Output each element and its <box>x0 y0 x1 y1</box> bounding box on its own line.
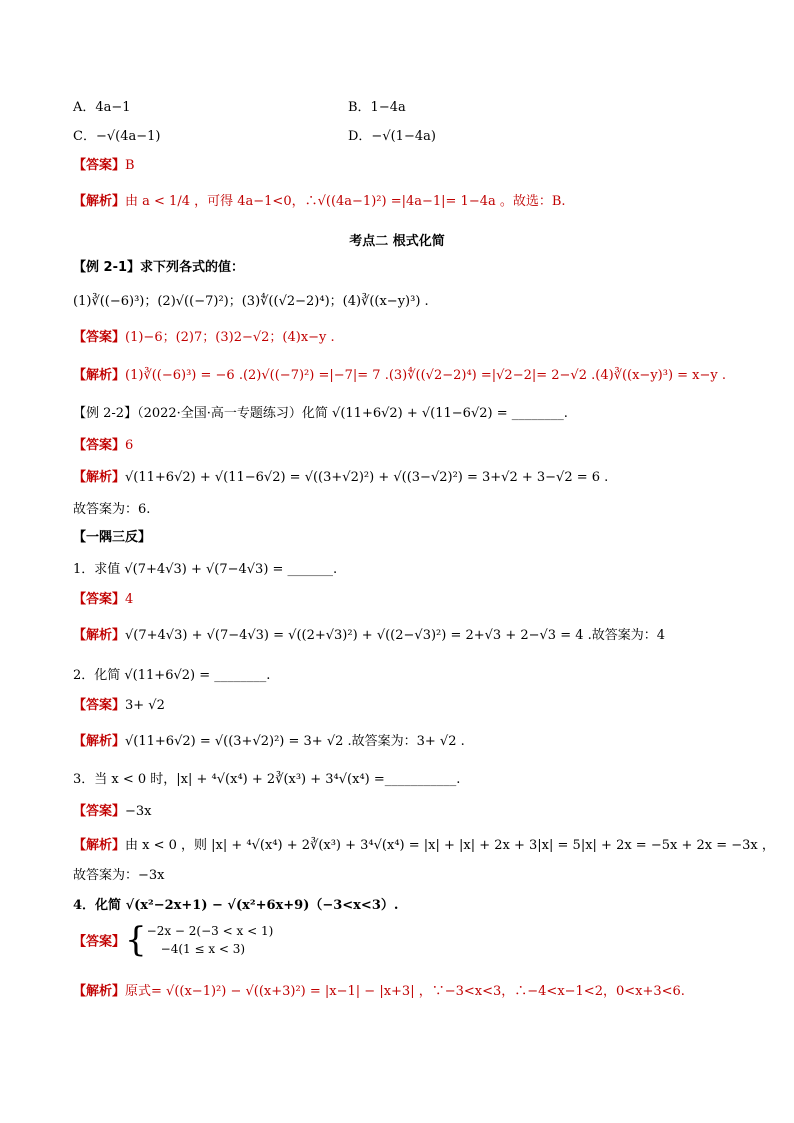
analysis-label: 【解析】 <box>73 470 126 485</box>
analysis-text: √(11+6√2) + √(11−6√2) = √((3+√2)²) + √((3−√2)²) = 3+√2 + 3−√2 = 6 . <box>125 470 609 485</box>
example-2-2-conclusion: 故答案为：6. <box>73 502 151 517</box>
analysis-label: 【解析】 <box>73 734 126 749</box>
practice-1-answer <box>73 588 133 607</box>
analysis-label: 【解析】 <box>73 984 126 999</box>
option-d: D．−√(1−4a) <box>348 129 436 144</box>
example-2-2-analysis <box>73 466 608 485</box>
analysis-label: 【解析】 <box>73 628 126 643</box>
answer-label: 【答案】 <box>73 804 126 819</box>
analysis-line <box>73 190 566 209</box>
example-2-1-title: 【例 2-1】求下列各式的值： <box>73 260 245 275</box>
answer-text: (1)−6；(2)7；(3)2−√2；(4)x−y . <box>125 330 335 345</box>
analysis-label: 【解析】 <box>73 368 126 383</box>
practice-2-question: 2．化简 √(11+6√2) = ________. <box>73 668 271 683</box>
analysis-text: (1)∛((−6)³) = −6 .(2)√((−7)²) =|−7|= 7 .(3)∜((√2−2)⁴) =|√2−2|= 2−√2 .(4)∛((x−y)³) = x−y . <box>125 368 727 383</box>
practice-title: 【一隅三反】 <box>73 530 152 545</box>
answer-label: 【答案】 <box>73 330 126 345</box>
option-b: B．1−4a <box>348 100 406 115</box>
example-2-1-analysis <box>73 364 726 383</box>
practice-4-question: 4．化简 √(x²−2x+1) − √(x²+6x+9)（−3<x<3）. <box>73 898 399 913</box>
analysis-label: 【解析】 <box>73 194 126 209</box>
practice-3-question: 3．当 x < 0 时，|x| + ⁴√(x⁴) + 2∛(x³) + 3⁴√(x⁴) =___________. <box>73 772 461 787</box>
analysis-text: √(11+6√2) = √((3+√2)²) = 3+ √2 .故答案为：3+ √2 . <box>125 734 465 749</box>
practice-3-analysis <box>73 834 775 853</box>
answer-text: 3+ √2 <box>125 698 165 713</box>
example-2-2-answer <box>73 434 133 453</box>
answer-line <box>73 154 135 173</box>
practice-4-answer <box>73 922 273 958</box>
answer-text: B <box>125 158 135 173</box>
answer-text: 4 <box>125 592 134 607</box>
practice-2-analysis <box>73 730 465 749</box>
answer-cases <box>147 922 274 958</box>
brace-icon: { <box>125 920 147 960</box>
answer-text: 6 <box>125 438 134 453</box>
answer-case-1: −2x − 2(−3 < x < 1) <box>146 924 274 938</box>
answer-label: 【答案】 <box>73 934 126 950</box>
analysis-text: 由 x < 0 ，则 |x| + ⁴√(x⁴) + 2∛(x³) + 3⁴√(x⁴) = |x| + |x| + 2x + 3|x| = 5|x| + 2x = −5x + 2x = −3x ， <box>125 838 775 853</box>
option-a: A．4a−1 <box>73 100 131 115</box>
analysis-text: √(7+4√3) + √(7−4√3) = √((2+√3)²) + √((2−√3)²) = 2+√3 + 2−√3 = 4 .故答案为：4 <box>125 628 666 643</box>
answer-label: 【答案】 <box>73 438 126 453</box>
practice-1-analysis <box>73 624 665 643</box>
answer-text: −3x <box>125 804 152 819</box>
practice-1-question: 1．求值 √(7+4√3) + √(7−4√3) = _______. <box>73 562 338 577</box>
analysis-text: 由 a < 1/4 ，可得 4a−1<0，∴√((4a−1)²) =|4a−1|= 1−4a 。故选：B. <box>125 194 566 209</box>
practice-4-analysis <box>73 980 685 999</box>
analysis-text: 原式= √((x−1)²) − √((x+3)²) = |x−1| − |x+3| ，∵−3<x<3，∴−4<x−1<2，0<x+3<6. <box>125 984 685 999</box>
practice-3-answer <box>73 800 152 819</box>
answer-label: 【答案】 <box>73 158 126 173</box>
answer-label: 【答案】 <box>73 592 126 607</box>
analysis-label: 【解析】 <box>73 838 126 853</box>
example-2-2-title: 【例 2-2】（2022·全国·高一专题练习）化简 √(11+6√2) + √(11−6√2) = ________. <box>73 406 568 421</box>
example-2-1-question: (1)∛((−6)³)；(2)√((−7)²)；(3)∜((√2−2)⁴)；(4)∛((x−y)³) . <box>73 294 429 309</box>
option-c: C．−√(4a−1) <box>73 129 161 144</box>
answer-case-2: −4(1 ≤ x < 3) <box>160 942 246 956</box>
example-2-1-answer <box>73 326 335 345</box>
section-title: 考点二 根式化简 <box>349 234 445 249</box>
practice-2-answer <box>73 694 165 713</box>
answer-label: 【答案】 <box>73 698 126 713</box>
practice-3-conclusion: 故答案为：−3x <box>73 868 165 883</box>
